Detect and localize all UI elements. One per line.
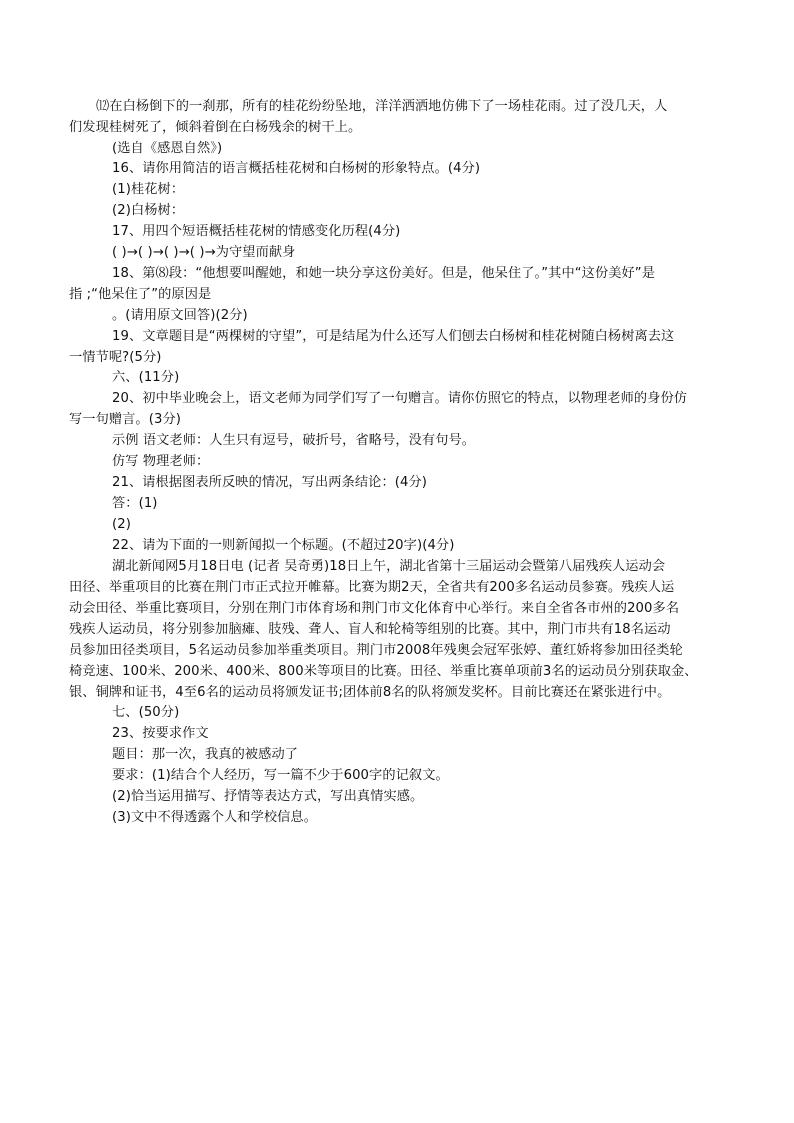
question-17: 17、用四个短语概括桂花树的情感变化历程(4分) xyxy=(112,224,401,239)
news-text: 椅竞速、100米、200米、400米、800米等项目的比赛。田径、举重比赛单项前3名的运动员分别获取金、 xyxy=(69,664,698,679)
essay-requirement: (3)文中不得透露个人和学校信息。 xyxy=(112,810,318,825)
question-16: 16、请你用简洁的语言概括桂花树和白杨树的形象特点。(4分) xyxy=(112,161,481,176)
question-18: 18、第⑻段：“他想要叫醒她，和她一块分享这份美好。但是，他呆住了。”其中“这份美好”是 xyxy=(112,266,656,281)
news-text: 残疾人运动员，将分别参加脑瘫、肢残、聋人、盲人和轮椅等组别的比赛。其中，荆门市共有18名运动 xyxy=(69,622,671,637)
essay-requirement: 要求：(1)结合个人经历，写一篇不少于600字的记叙文。 xyxy=(112,768,449,783)
text-line: 一情节呢?(5分) xyxy=(69,350,162,365)
example-line: 示例 语文老师：人生只有逗号，破折号，省略号，没有句号。 xyxy=(112,433,476,448)
text-line: 们发现桂树死了，倾斜着倒在白杨残余的树干上。 xyxy=(69,120,362,135)
answer-blank: (2) xyxy=(112,517,131,532)
answer-blank: 仿写 物理老师： xyxy=(112,454,210,469)
source-note: (选自《感恩自然》) xyxy=(112,141,223,156)
essay-title: 题目：那一次，我真的被感动了 xyxy=(112,747,299,762)
answer-blank: (1)桂花树： xyxy=(112,182,185,197)
text-line: 指 ;“他呆住了”的原因是 xyxy=(69,287,212,302)
section-heading: 六、(11分) xyxy=(112,370,180,385)
section-heading: 七、(50分) xyxy=(112,705,180,720)
news-text: 湖北新闻网5月18日电 (记者 吴奇勇)18日上午，湖北省第十三届运动会暨第八届残疾人运动会 xyxy=(112,559,666,574)
text-line: ⑿在白杨倒下的一刹那，所有的桂花纷纷坠地，洋洋洒洒地仿佛下了一场桂花雨。过了没几天，人 xyxy=(96,99,668,114)
news-text: 田径、举重项目的比赛在荆门市正式拉开帷幕。比赛为期2天，全省共有200多名运动员参赛。残疾人运 xyxy=(69,580,675,595)
question-21: 21、请根据图表所反映的情况，写出两条结论：(4分) xyxy=(112,475,427,490)
question-20: 20、初中毕业晚会上，语文老师为同学们写了一句赠言。请你仿照它的特点，以物理老师的身份仿 xyxy=(112,391,688,406)
question-22: 22、请为下面的一则新闻拟一个标题。(不超过20字)(4分) xyxy=(112,538,455,553)
answer-blank: (2)白杨树： xyxy=(112,203,185,218)
answer-blank: ( )→( )→( )→( )→为守望而献身 xyxy=(112,245,296,260)
news-text: 员参加田径类项目，5名运动员参加举重类项目。荆门市2008年残奥会冠军张婷、董红娇将参加田径类轮 xyxy=(69,643,683,658)
question-23: 23、按要求作文 xyxy=(112,726,209,741)
news-text: 动会田径、举重比赛项目，分别在荆门市体育场和荆门市文化体育中心举行。来自全省各市州的200多名 xyxy=(69,601,680,616)
text-line: 写一句赠言。(3分) xyxy=(69,412,181,427)
text-line: 。(请用原文回答)(2分) xyxy=(112,308,248,323)
news-text: 银、铜牌和证书，4至6名的运动员将颁发证书;团体前8名的队将颁发奖杯。目前比赛还在紧张进行中。 xyxy=(69,685,671,700)
question-19: 19、文章题目是“两棵树的守望”，可是结尾为什么还写人们刨去白杨树和桂花树随白杨树离去这 xyxy=(112,329,675,344)
answer-blank: 答：(1) xyxy=(112,496,158,511)
essay-requirement: (2)恰当运用描写、抒情等表达方式，写出真情实感。 xyxy=(112,789,424,804)
